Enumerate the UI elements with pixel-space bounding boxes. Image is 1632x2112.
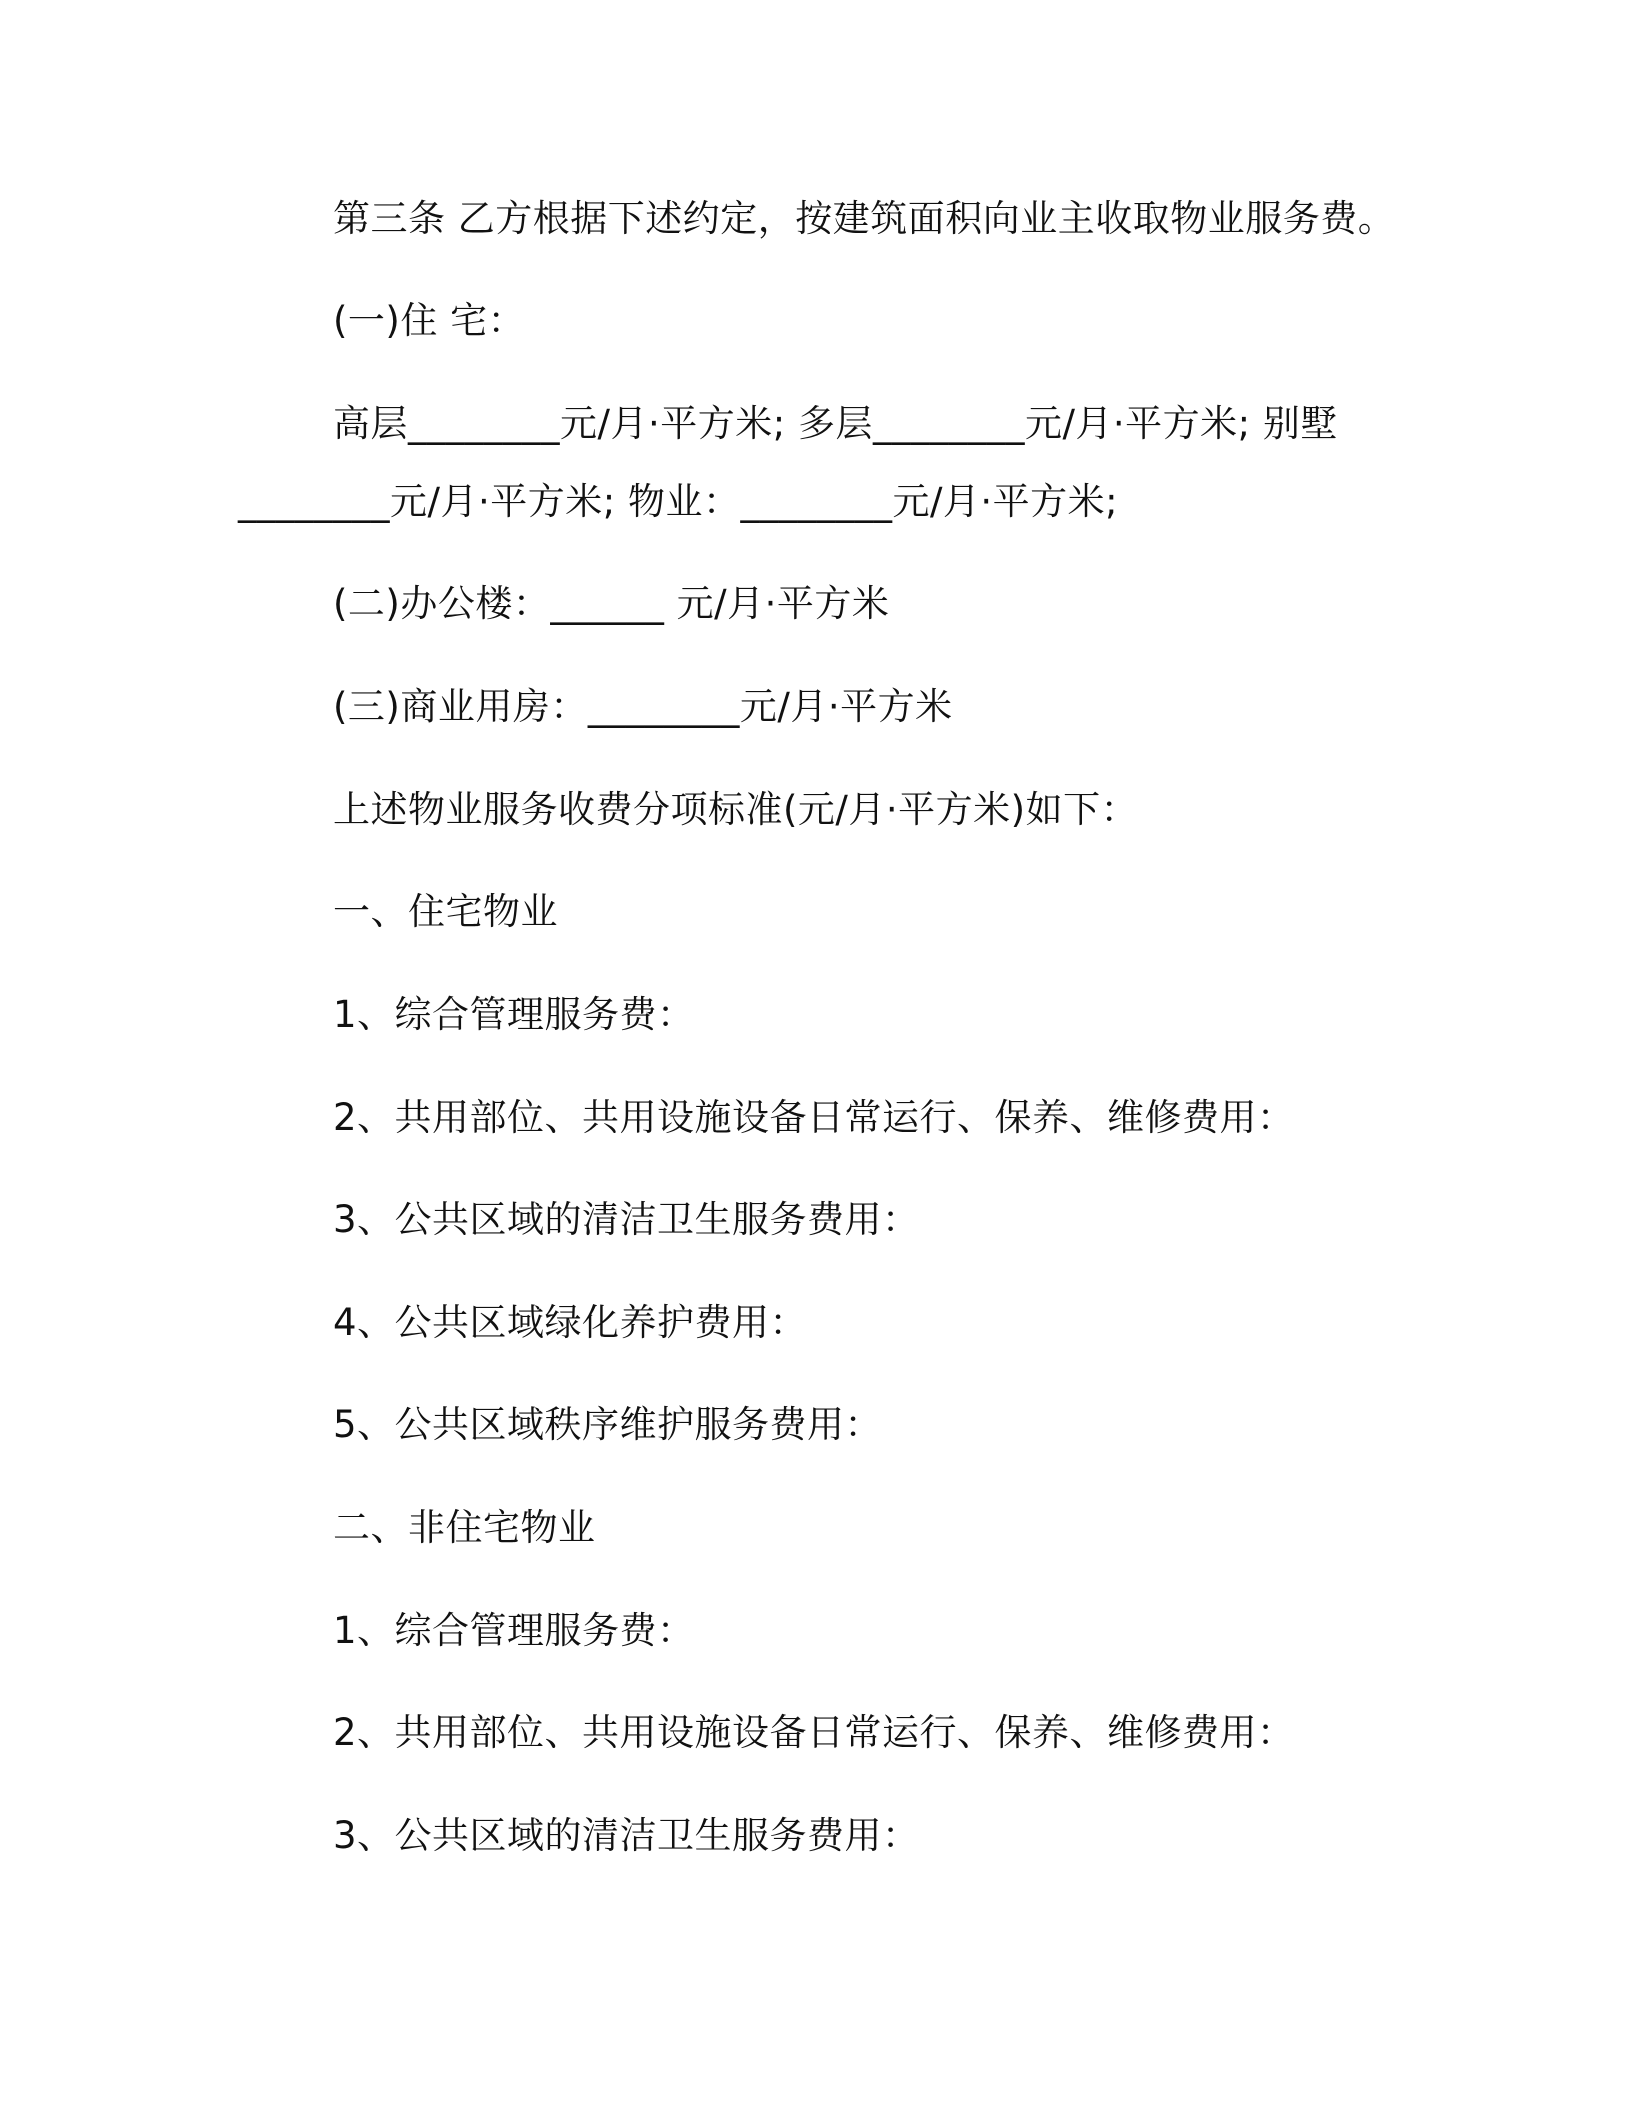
non-residential-item-2: 2、共用部位、共用设施设备日常运行、保养、维修费用： (333, 1711, 1295, 1754)
residential-rates-line-1: 高层________元/月·平方米; 多层________元/月·平方米; 别墅 (333, 402, 1338, 445)
residential-item-4: 4、公共区域绿化养护费用： (333, 1301, 808, 1344)
non-residential-item-3: 3、公共区域的清洁卫生服务费用： (333, 1814, 920, 1857)
section-residential: 一、住宅物业 (333, 890, 558, 933)
office-rate: (二)办公楼：______ 元/月·平方米 (333, 582, 890, 625)
non-residential-item-1: 1、综合管理服务费： (333, 1609, 695, 1652)
itemized-standard-intro: 上述物业服务收费分项标准(元/月·平方米)如下： (333, 788, 1139, 831)
section-non-residential: 二、非住宅物业 (333, 1506, 596, 1549)
residential-item-1: 1、综合管理服务费： (333, 993, 695, 1036)
commercial-rate: (三)商业用房：________元/月·平方米 (333, 685, 953, 728)
residential-item-2: 2、共用部位、共用设施设备日常运行、保养、维修费用： (333, 1096, 1295, 1139)
residential-item-3: 3、公共区域的清洁卫生服务费用： (333, 1198, 920, 1241)
residential-item-5: 5、公共区域秩序维护服务费用： (333, 1403, 883, 1446)
residential-label: (一)住 宅： (333, 299, 526, 342)
article-three-heading: 第三条 乙方根据下述约定，按建筑面积向业主收取物业服务费。 (333, 197, 1396, 240)
residential-rates-line-2: ________元/月·平方米; 物业：________元/月·平方米; (238, 480, 1119, 523)
